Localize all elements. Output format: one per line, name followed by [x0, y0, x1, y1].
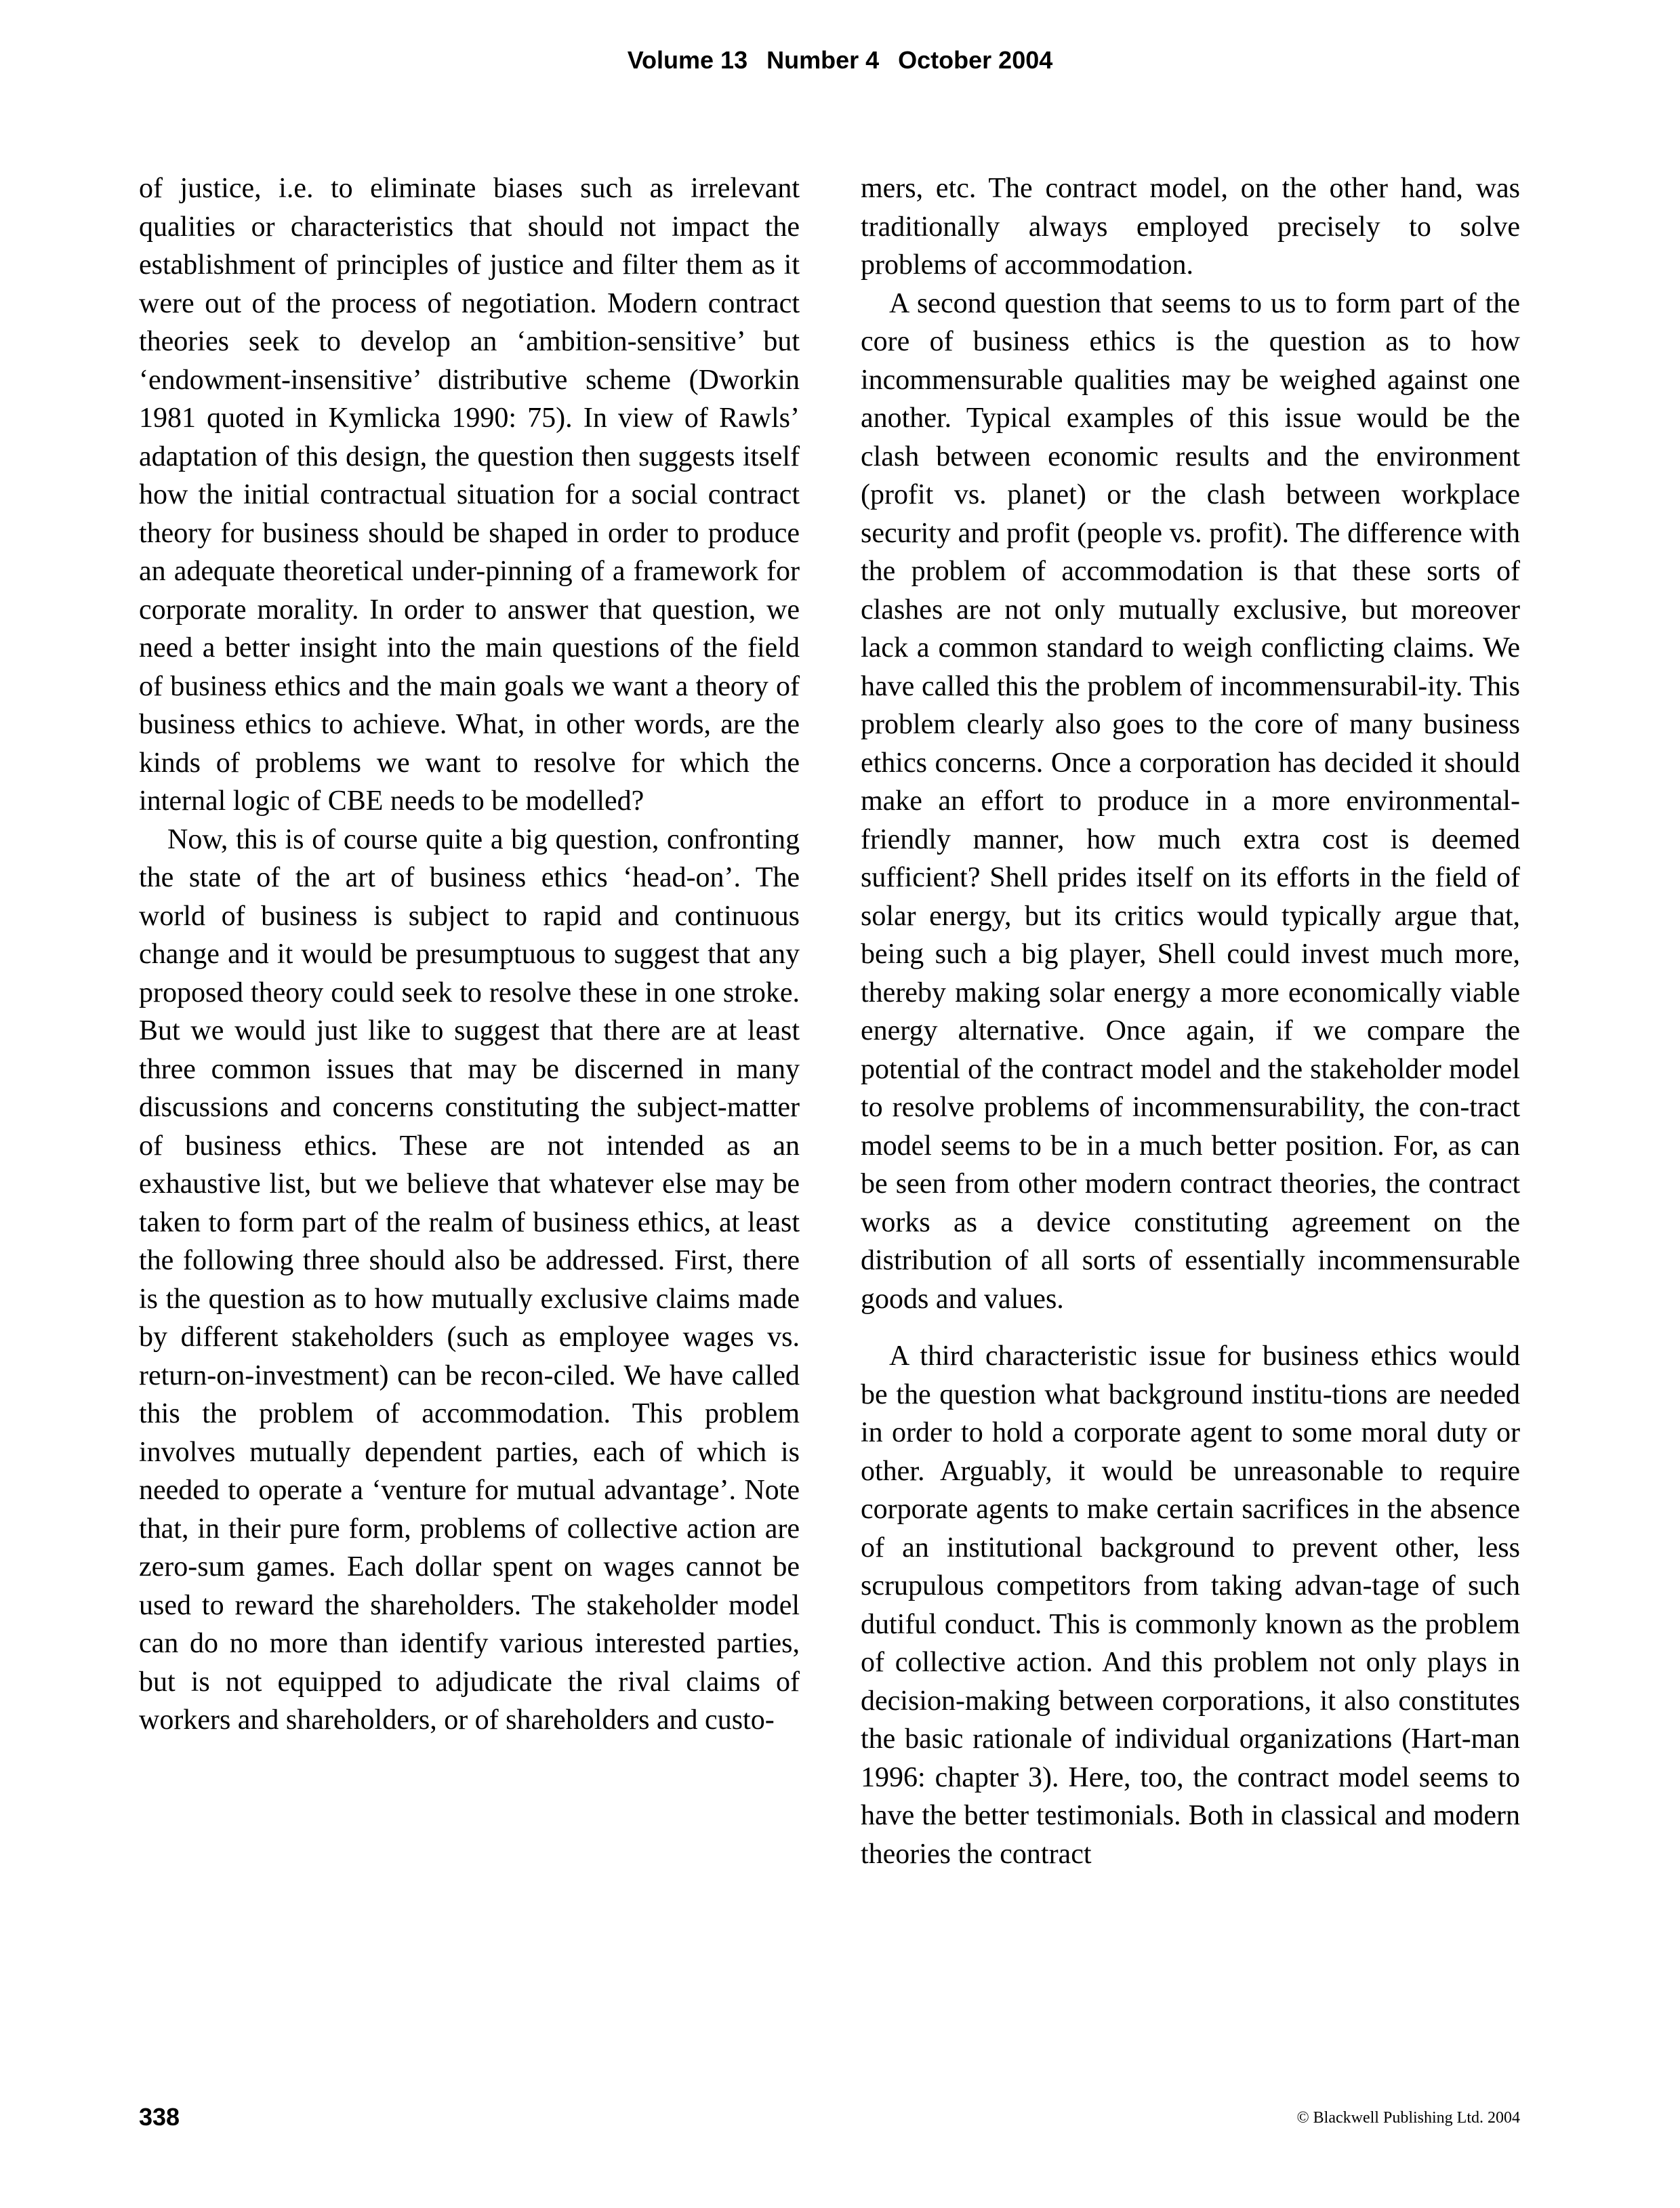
header-number: Number 4 — [766, 46, 880, 74]
header-volume: Volume 13 — [627, 46, 748, 74]
left-paragraph-2: Now, this is of course quite a big question, confronting the state of the art of business ethics ‘head-on’. The world of business is subject to rapid and continuous change and it would be presumptuous to suggest that any proposed theory could seek to resolve these in one stroke. But we would just like to suggest that there are at least three common issues that may be discerned in many discussions and concerns constituting the subject-matter of business ethics. These are not intended as an exhaustive list, but we believe that whatever else may be taken to form part of the realm of business ethics, at least the following three should also be addressed. First, there is the question as to how mutually exclusive claims made by different stakeholders (such as employee wages vs. return-on-investment) can be recon-ciled. We have called this the problem of accommodation. This problem involves mutually dependent parties, each of which is needed to operate a ‘venture for mutual advantage’. Note that, in their pure form, problems of collective action are zero-sum games. Each dollar spent on wages cannot be used to reward the shareholders. The stakeholder model can do no more than identify various interested parties, but is not equipped to adjudicate the rival claims of workers and shareholders, or of shareholders and custo- — [139, 823, 800, 1736]
header-date: October 2004 — [898, 46, 1053, 74]
right-paragraph-2: A second question that seems to us to form part of the core of business ethics is the question as to how incommensurable qualities may be weighed against one another. Typical examples of this issue would be the clash between economic results and the environment (profit vs. planet) or the clash between workplace security and profit (people vs. profit). The difference with the problem of accommodation is that these sorts of clashes are not only mutually exclusive, but moreover lack a common standard to weigh conflicting claims. We have called this the problem of incommensurabil-ity. This problem clearly also goes to the core of many business ethics concerns. Once a corporation has decided it should make an effort to produce in a more environmental-friendly manner, how much extra cost is deemed sufficient? Shell prides itself on its efforts in the field of solar energy, but its critics would typically argue that, being such a big player, Shell could invest much more, thereby making solar energy a more economically viable energy alternative. Once again, if we compare the potential of the contract model and the stakeholder model to resolve problems of incommensurability, the con-tract model seems to be in a much better position. For, as can be seen from other modern contract theories, the contract works as a device constituting agreement on the distribution of all sorts of essentially incommensurable goods and values. — [861, 287, 1520, 1315]
right-paragraph-3: A third characteristic issue for business ethics would be the question what background institu-tions are needed in order to hold a corporate agent to some moral duty or other. Arguably, it would be unreasonable to require corporate agents to make certain sacrifices in the absence of an institutional background to prevent other, less scrupulous competitors from taking advan-tage of such dutiful conduct. This is commonly known as the problem of collective action. And this problem not only plays in decision-making between corporations, it also constitutes the basic rationale of individual organizations (Hart-man 1996: chapter 3). Here, too, the contract model seems to have the better testimonials. Both in classical and modern theories the contract — [861, 1341, 1520, 1870]
right-paragraph-1: mers, etc. The contract model, on the other hand, was traditionally always employed precisely to solve problems of accommodation. — [861, 173, 1520, 281]
left-text-column — [139, 169, 800, 1740]
page-number: 338 — [139, 2103, 180, 2131]
right-text-column — [861, 169, 1520, 1873]
left-paragraph-1: of justice, i.e. to eliminate biases such as irrelevant qualities or characteristics that should not impact the establishment of principles of justice and filter them as it were out of the process of negotiation. Modern contract theories seek to develop an ‘ambition-sensitive’ but ‘endowment-insensitive’ distributive scheme (Dworkin 1981 quoted in Kymlicka 1990: 75). In view of Rawls’ adaptation of this design, the question then suggests itself how the initial contractual situation for a social contract theory for business should be shaped in order to produce an adequate theoretical under-pinning of a framework for corporate morality. In order to answer that question, we need a better insight into the main questions of the field of business ethics and the main goals we want a theory of business ethics to achieve. What, in other words, are the kinds of problems we want to resolve for which the internal logic of CBE needs to be modelled? — [139, 173, 800, 817]
running-header — [0, 46, 1680, 75]
copyright-notice: © Blackwell Publishing Ltd. 2004 — [1296, 2109, 1520, 2127]
